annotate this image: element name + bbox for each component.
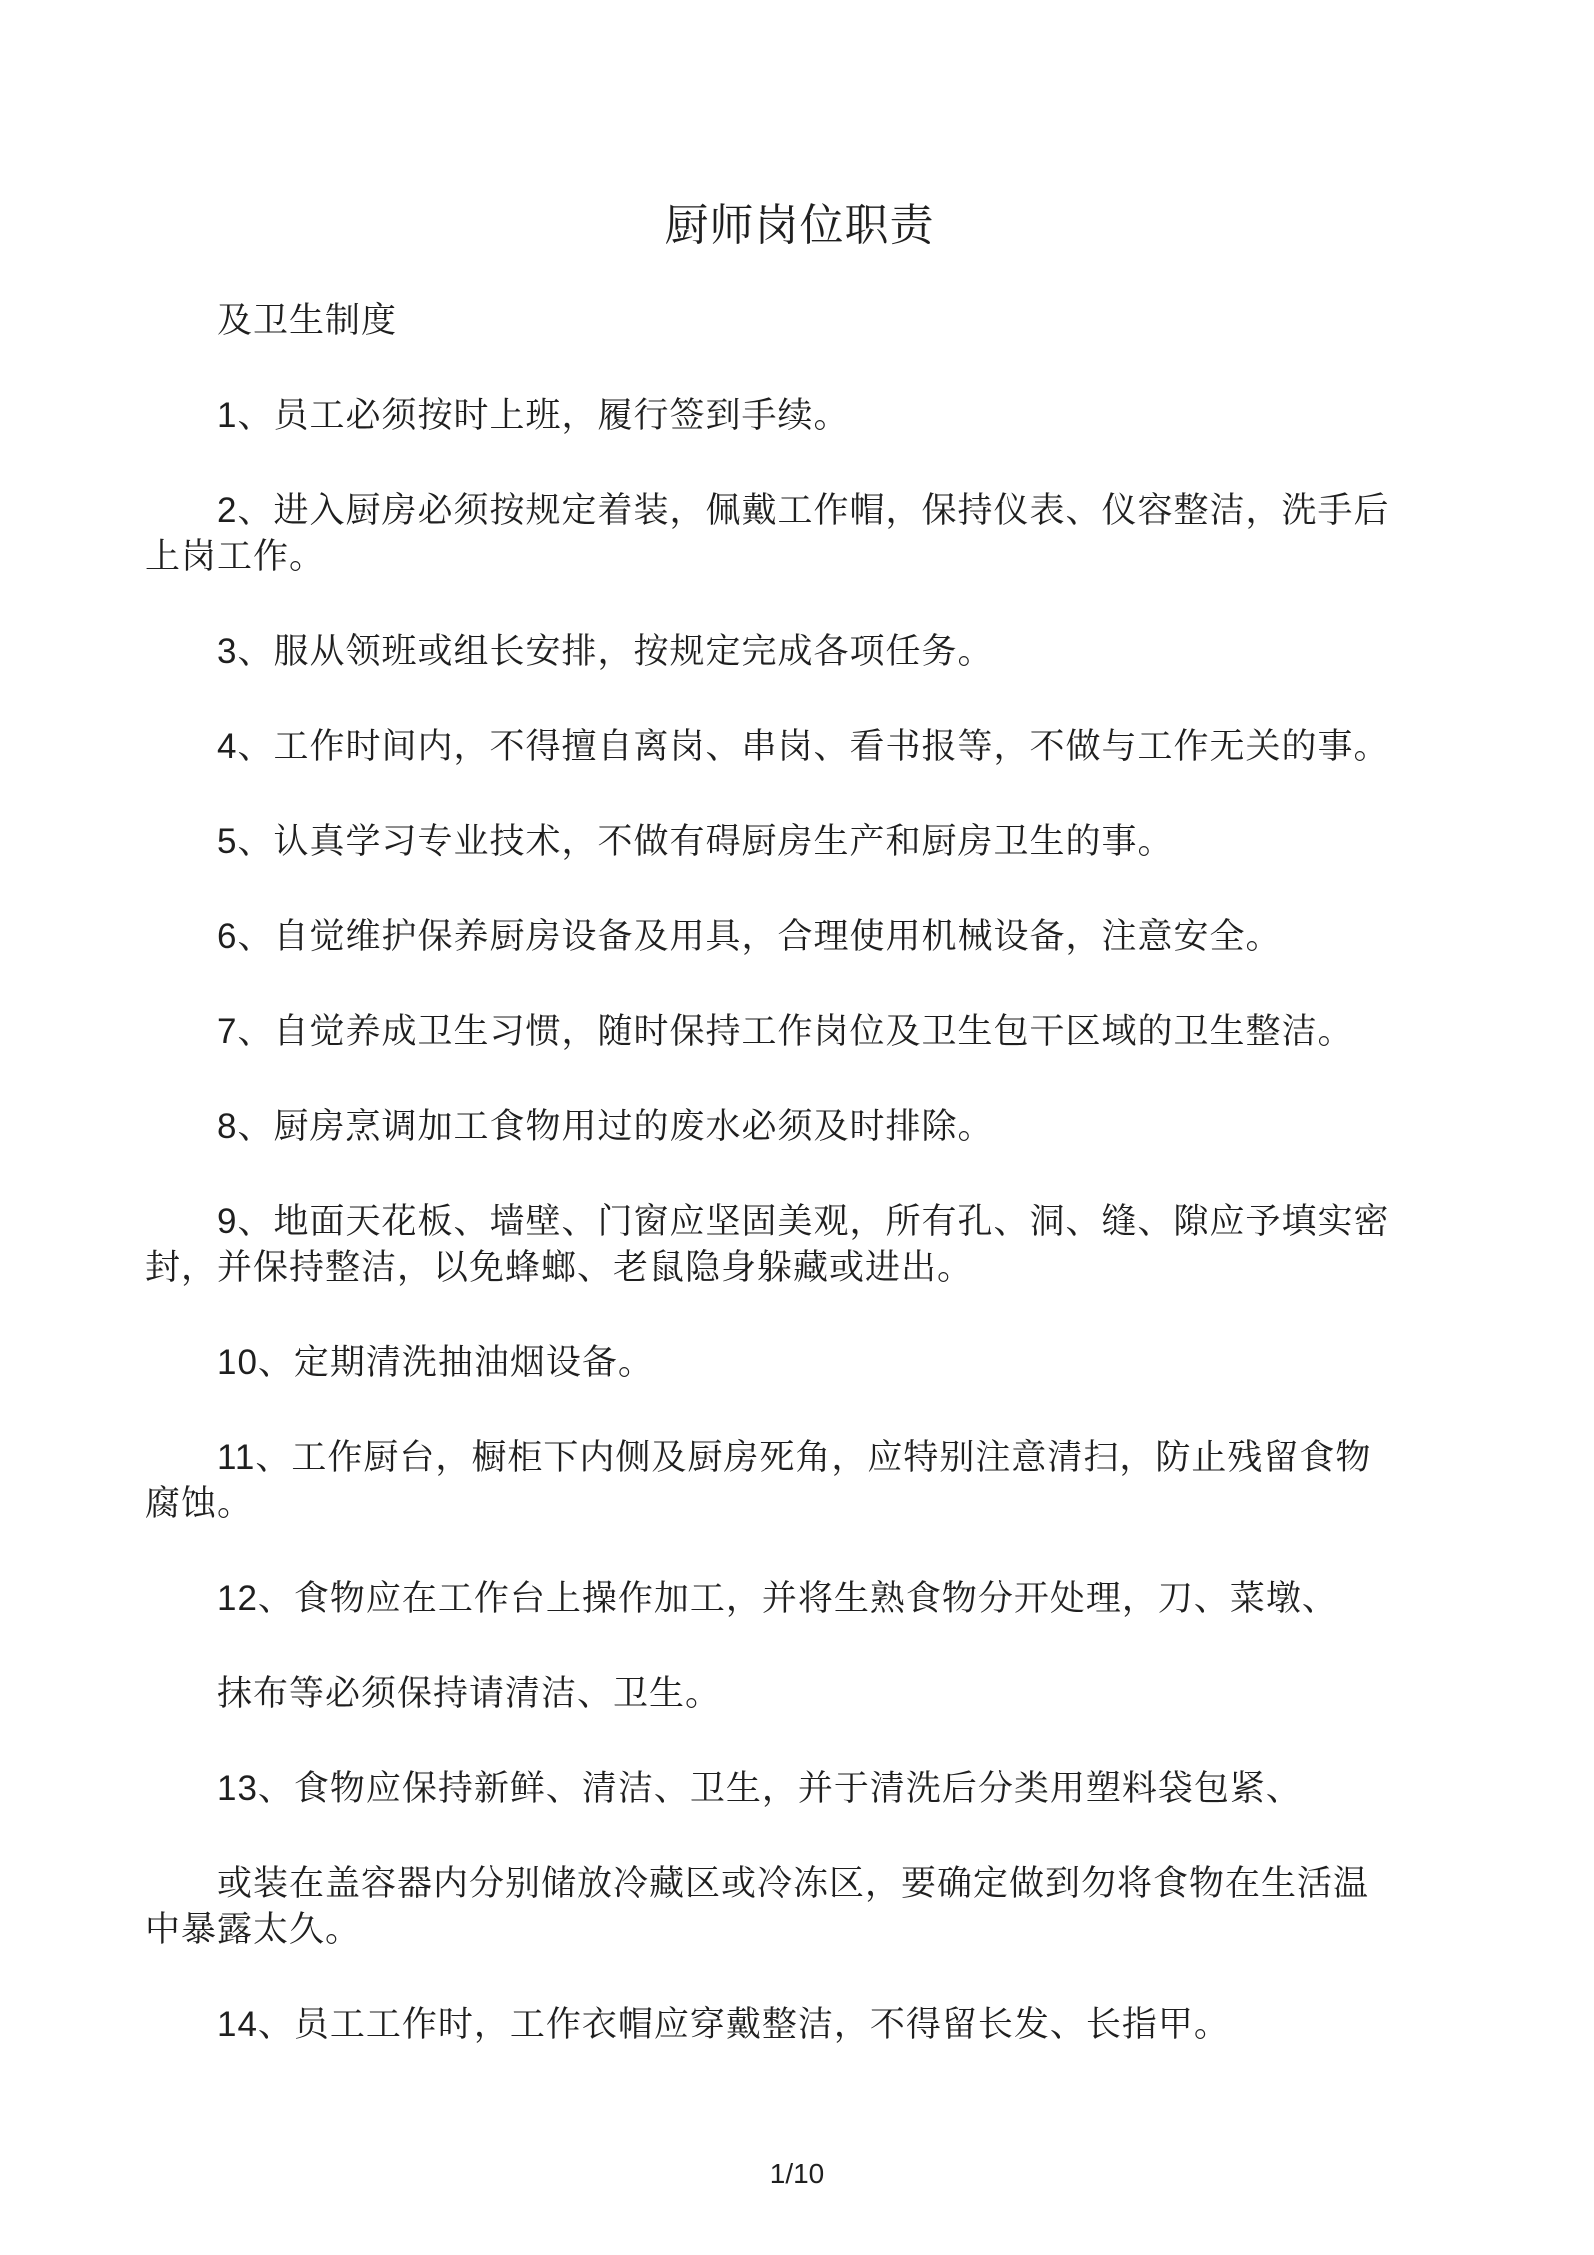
subtitle-line: 及卫生制度 xyxy=(217,301,398,340)
paragraph-line-13: 13、食物应保持新鲜、清洁、卫生，并于清洗后分类用塑料袋包紧、 xyxy=(217,1769,1302,1808)
paragraph-line-4: 4、工作时间内，不得擅自离岗、串岗、看书报等，不做与工作无关的事。 xyxy=(217,727,1390,766)
page-number: 1/10 xyxy=(769,2158,825,2189)
paragraph-line-12b: 抹布等必须保持请清洁、卫生。 xyxy=(217,1674,722,1713)
paragraph-line-8: 8、厨房烹调加工食物用过的废水必须及时排除。 xyxy=(217,1107,994,1146)
paragraph-line-12: 12、食物应在工作台上操作加工，并将生熟食物分开处理，刀、菜墩、 xyxy=(217,1579,1338,1618)
paragraph-line-9: 9、地面天花板、墙壁、门窗应坚固美观，所有孔、洞、缝、隙应予填实密 xyxy=(217,1202,1390,1241)
paragraph-line-13c: 中暴露太久。 xyxy=(145,1910,362,1949)
paragraph-line-9b: 封，并保持整洁，以免蜂螂、老鼠隐身躲藏或进出。 xyxy=(145,1248,974,1287)
paragraph-line-5: 5、认真学习专业技术，不做有碍厨房生产和厨房卫生的事。 xyxy=(217,822,1174,861)
paragraph-line-3: 3、服从领班或组长安排，按规定完成各项任务。 xyxy=(217,632,994,671)
paragraph-line-11: 11、工作厨台，橱柜下内侧及厨房死角，应特别注意清扫，防止残留食物 xyxy=(217,1438,1372,1477)
paragraph-line-14: 14、员工工作时，工作衣帽应穿戴整洁，不得留长发、长指甲。 xyxy=(217,2005,1230,2044)
paragraph-line-13b: 或装在盖容器内分别储放冷藏区或冷冻区，要确定做到勿将食物在生活温 xyxy=(217,1864,1370,1903)
paragraph-line-1: 1、员工必须按时上班，履行签到手续。 xyxy=(217,396,850,435)
document-content xyxy=(145,196,1454,2048)
paragraph-line-2b: 上岗工作。 xyxy=(145,537,326,576)
paragraph-line-10: 10、定期清洗抽油烟设备。 xyxy=(217,1343,654,1382)
paragraph-line-7: 7、自觉养成卫生习惯，随时保持工作岗位及卫生包干区域的卫生整洁。 xyxy=(217,1012,1354,1051)
paragraph-line-2: 2、进入厨房必须按规定着装，佩戴工作帽，保持仪表、仪容整洁，洗手后 xyxy=(217,491,1390,530)
page-title: 厨师岗位职责 xyxy=(664,201,935,250)
paragraph-line-6: 6、自觉维护保养厨房设备及用具，合理使用机械设备，注意安全。 xyxy=(217,917,1282,956)
paragraph-line-11b: 腐蚀。 xyxy=(145,1484,254,1523)
